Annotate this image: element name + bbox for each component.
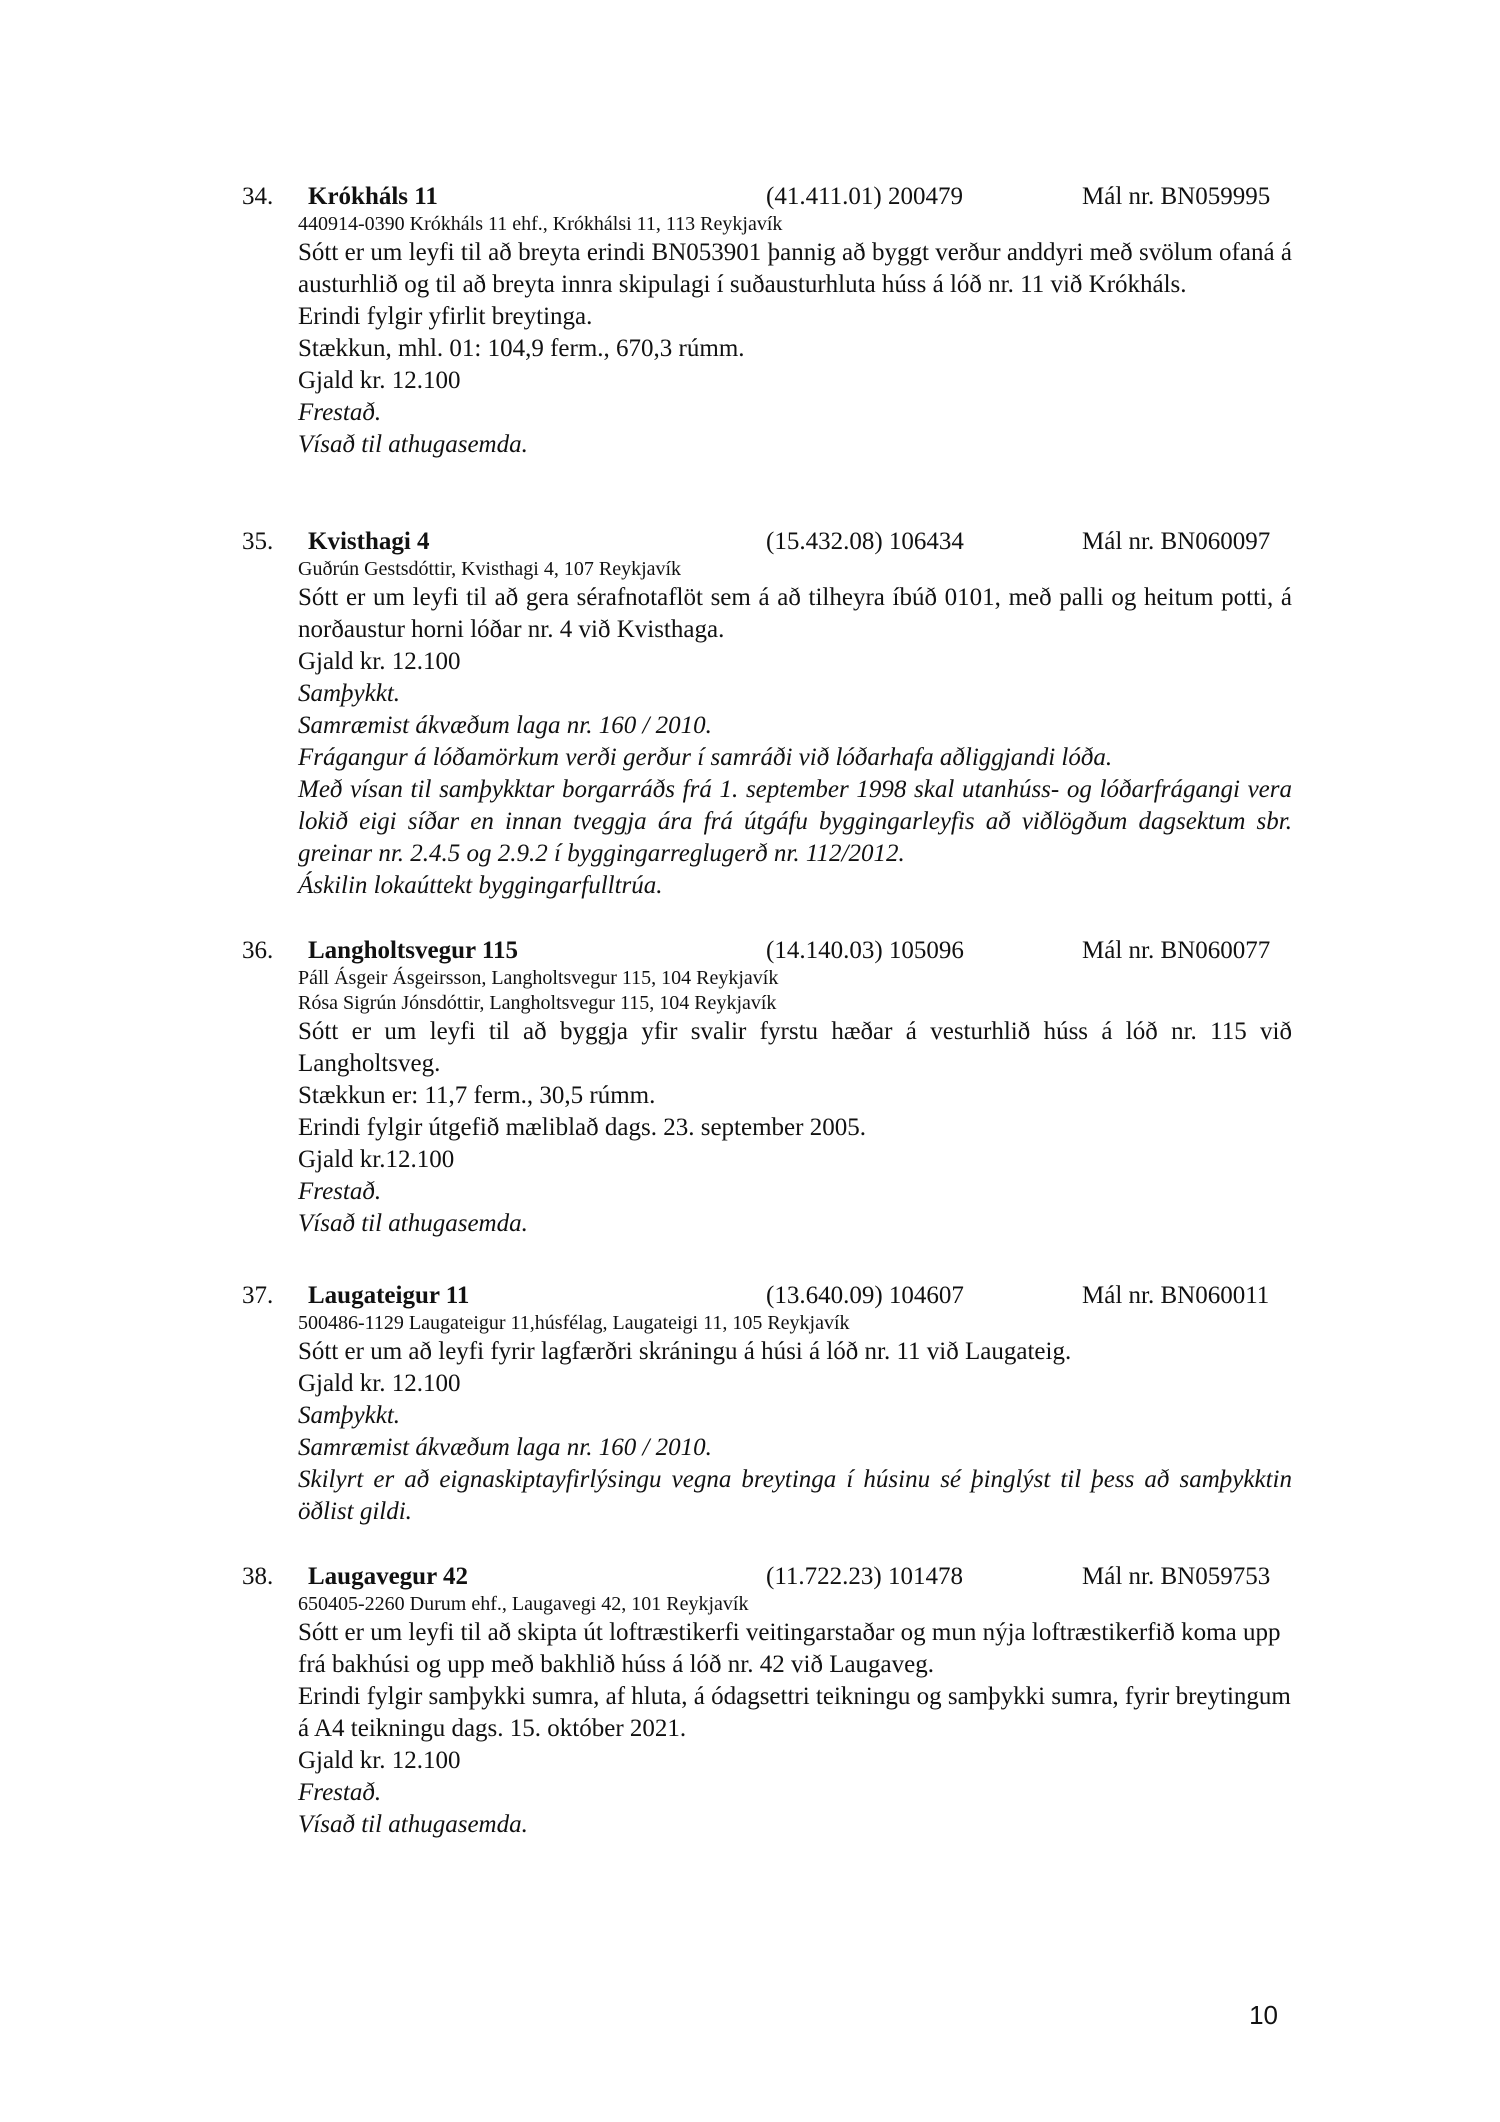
- entry-text: Gjald kr. 12.100: [298, 367, 461, 394]
- entry-land-id: (15.432.08) 106434: [766, 528, 964, 555]
- entry-land-id: (13.640.09) 104607: [766, 1282, 964, 1309]
- entry-text: Erindi fylgir samþykki sumra, af hluta, á ódagsettri teikningu og samþykki sumra, fyrir breytingum á A4 teikningu dags. 15. október 2021.: [298, 1683, 1291, 1742]
- entry-owner: 440914-0390 Krókháls 11 ehf., Krókhálsi 11, 113 Reykjavík: [298, 213, 783, 235]
- entry-header: [242, 1281, 1292, 1311]
- entry-case-number: Mál nr. BN060097: [1082, 528, 1271, 555]
- entry-body: [298, 1592, 1292, 1841]
- entry-number: 36.: [242, 937, 274, 964]
- entry-number: 38.: [242, 1563, 274, 1590]
- entry-decision: Samræmist ákvæðum laga nr. 160 / 2010.: [298, 712, 712, 739]
- entry-land-id: (41.411.01) 200479: [766, 183, 963, 210]
- entry-text: Gjald kr. 12.100: [298, 1747, 461, 1774]
- entry-address: Laugavegur 42: [308, 1563, 468, 1590]
- entry-text: Stækkun, mhl. 01: 104,9 ferm., 670,3 rúmm.: [298, 335, 745, 362]
- entry-body: [298, 1311, 1292, 1528]
- entry-header: [242, 182, 1292, 212]
- entry-text: Sótt er um leyfi til að skipta út loftræstikerfi veitingarstaðar og mun nýja loftræstikerfið koma upp frá bakhúsi og upp með bakhlið húss á lóð nr. 42 við Laugaveg.: [298, 1619, 1281, 1678]
- entry-address: Laugateigur 11: [308, 1282, 470, 1309]
- entry-text: Sótt er um leyfi til að gera sérafnotaflöt sem á að tilheyra íbúð 0101, með palli og heitum potti, á norðaustur horni lóðar nr. 4 við Kvisthaga.: [298, 584, 1292, 643]
- entry-land-id: (11.722.23) 101478: [766, 1563, 963, 1590]
- entry-case-number: Mál nr. BN060011: [1082, 1282, 1270, 1309]
- entry-decision: Áskilin lokaúttekt byggingarfulltrúa.: [298, 872, 663, 899]
- entry-header: [242, 527, 1292, 557]
- entry-case-number: Mál nr. BN060077: [1082, 937, 1271, 964]
- entry-decision: Frestað.: [298, 399, 382, 426]
- entry-number: 34.: [242, 183, 274, 210]
- entry-owner: 500486-1129 Laugateigur 11,húsfélag, Laugateigi 11, 105 Reykjavík: [298, 1312, 850, 1334]
- entry-text: Gjald kr.12.100: [298, 1146, 455, 1173]
- case-entry: [242, 936, 1292, 1240]
- case-entry: [242, 182, 1292, 461]
- entry-decision: Frágangur á lóðamörkum verði gerður í samráði við lóðarhafa aðliggjandi lóða.: [298, 744, 1113, 771]
- entry-case-number: Mál nr. BN059995: [1082, 183, 1271, 210]
- case-entry: [242, 1562, 1292, 1841]
- entry-header: [242, 1562, 1292, 1592]
- case-entry: [242, 527, 1292, 902]
- entry-decision: Samþykkt.: [298, 680, 401, 707]
- entry-text: Stækkun er: 11,7 ferm., 30,5 rúmm.: [298, 1082, 656, 1109]
- entry-decision: Frestað.: [298, 1779, 382, 1806]
- entry-owner: Guðrún Gestsdóttir, Kvisthagi 4, 107 Reykjavík: [298, 558, 682, 580]
- entry-number: 37.: [242, 1282, 274, 1309]
- entry-text: Sótt er um leyfi til að byggja yfir svalir fyrstu hæðar á vesturhlið húss á lóð nr. 115 við Langholtsveg.: [298, 1018, 1292, 1077]
- case-entry: [242, 1281, 1292, 1528]
- entry-address: Langholtsvegur 115: [308, 937, 518, 964]
- entry-body: [298, 966, 1292, 1240]
- entry-text: Erindi fylgir yfirlit breytinga.: [298, 303, 593, 330]
- entry-owner: 650405-2260 Durum ehf., Laugavegi 42, 101 Reykjavík: [298, 1593, 749, 1615]
- entry-owner: Páll Ásgeir Ásgeirsson, Langholtsvegur 115, 104 Reykjavík: [298, 967, 779, 989]
- entry-decision: Með vísan til samþykktar borgarráðs frá 1. september 1998 skal utanhúss- og lóðarfrágangi vera lokið eigi síðar en innan tveggja ára frá útgáfu byggingarleyfis að viðlögðum dagsektum sbr. greinar nr. 2.4.5 og 2.9.2 í byggingarreglugerð nr. 112/2012.: [298, 776, 1292, 867]
- entry-body: [298, 212, 1292, 461]
- entry-header: [242, 936, 1292, 966]
- entry-text: Gjald kr. 12.100: [298, 648, 461, 675]
- entry-decision: Vísað til athugasemda.: [298, 1210, 528, 1237]
- entry-decision: Frestað.: [298, 1178, 382, 1205]
- entry-address: Kvisthagi 4: [308, 528, 430, 555]
- entry-text: Sótt er um að leyfi fyrir lagfærðri skráningu á húsi á lóð nr. 11 við Laugateig.: [298, 1338, 1072, 1365]
- entry-address: Krókháls 11: [308, 183, 438, 210]
- entry-number: 35.: [242, 528, 274, 555]
- entry-land-id: (14.140.03) 105096: [766, 937, 964, 964]
- entry-text: Sótt er um leyfi til að breyta erindi BN053901 þannig að byggt verður anddyri með svölum ofaná á austurhlið og til að breyta innra skipulagi í suðausturhluta húss á lóð nr. 11 við Krókháls.: [298, 239, 1292, 298]
- entry-text: Erindi fylgir útgefið mæliblað dags. 23. september 2005.: [298, 1114, 866, 1141]
- entry-case-number: Mál nr. BN059753: [1082, 1563, 1271, 1590]
- page-number: 10: [1249, 2000, 1278, 2030]
- entry-body: [298, 557, 1292, 902]
- entry-text: Gjald kr. 12.100: [298, 1370, 461, 1397]
- entry-decision: Vísað til athugasemda.: [298, 1811, 528, 1838]
- entry-decision: Samræmist ákvæðum laga nr. 160 / 2010.: [298, 1434, 712, 1461]
- entry-decision: Skilyrt er að eignaskiptayfirlýsingu vegna breytinga í húsinu sé þinglýst til þess að samþykktin öðlist gildi.: [298, 1466, 1292, 1525]
- entry-decision: Samþykkt.: [298, 1402, 401, 1429]
- entry-decision: Vísað til athugasemda.: [298, 431, 528, 458]
- entry-owner: Rósa Sigrún Jónsdóttir, Langholtsvegur 115, 104 Reykjavík: [298, 992, 777, 1014]
